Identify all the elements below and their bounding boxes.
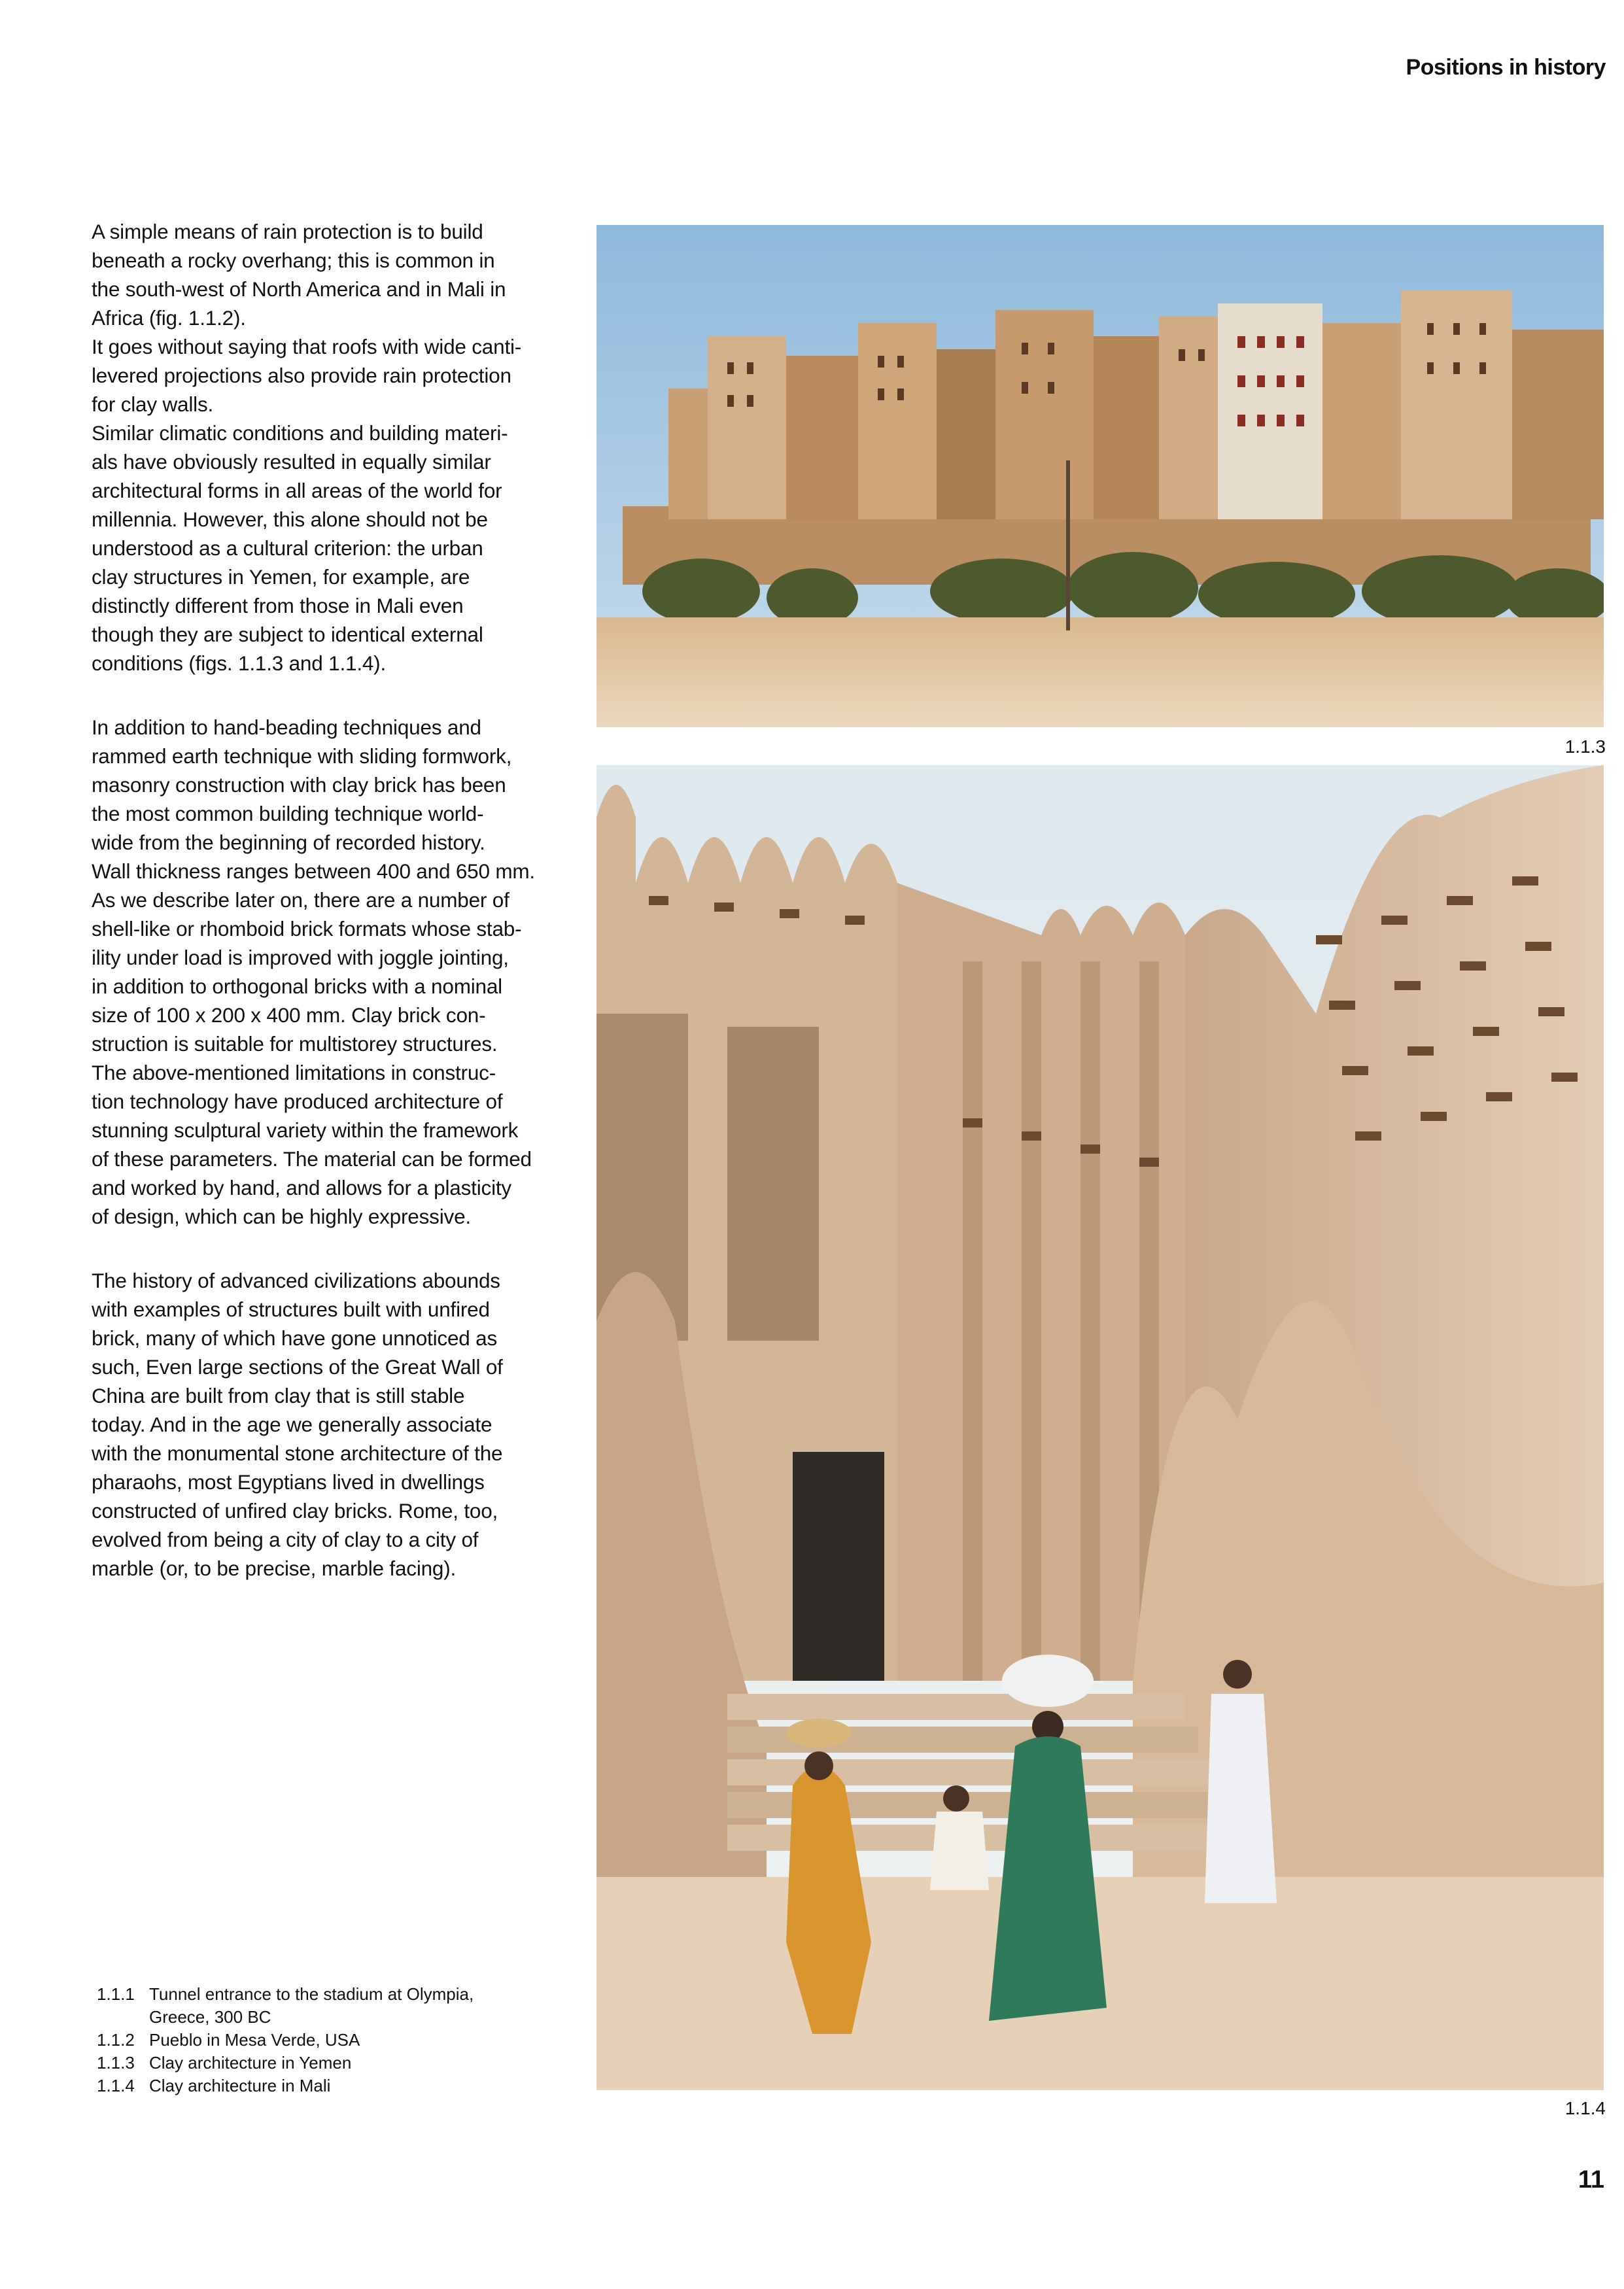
text-line: constructed of unfired clay bricks. Rome, too, — [92, 1499, 498, 1523]
text-line: in addition to orthogonal bricks with a nominal — [92, 974, 502, 998]
text-line: masonry construction with clay brick has been — [92, 773, 506, 797]
caption-text — [149, 2074, 555, 2097]
figure-label-1-1-4: 1.1.4 — [1564, 2098, 1606, 2118]
text-line: tion technology have produced architecture of — [92, 1090, 503, 1113]
caption-1-1-2 — [97, 2029, 555, 2052]
figure-captions — [97, 1983, 555, 2097]
text-line: conditions (figs. 1.1.3 and 1.1.4). — [92, 651, 387, 675]
text-line: rammed earth technique with sliding formwork, — [92, 744, 512, 768]
yemen-photo-illustration — [596, 225, 1604, 727]
section-title: Positions in history — [1406, 55, 1606, 80]
text-line: with examples of structures built with unfired — [92, 1298, 490, 1321]
text-line: millennia. However, this alone should not be — [92, 508, 488, 531]
text-line: today. And in the age we generally associate — [92, 1413, 492, 1436]
utility-pole — [1066, 460, 1070, 630]
text-line: distinctly different from those in Mali even — [92, 594, 464, 617]
text-line: shell-like or rhomboid brick formats whose stab- — [92, 917, 522, 940]
text-line: wide from the beginning of recorded history. — [92, 831, 485, 854]
text-line: Africa (fig. 1.1.2). — [92, 306, 246, 330]
ground — [596, 617, 1604, 727]
text-line: for clay walls. — [92, 392, 214, 416]
text-line: struction is suitable for multistorey structures. — [92, 1032, 498, 1056]
text-line: marble (or, to be precise, marble facing). — [92, 1557, 457, 1580]
caption-line: Clay architecture in Mali — [149, 2076, 331, 2095]
text-line: the most common building technique world- — [92, 802, 484, 825]
caption-text — [149, 2052, 555, 2074]
text-line: The history of advanced civilizations abounds — [92, 1269, 500, 1292]
caption-1-1-1 — [97, 1983, 555, 2029]
text-line: the south-west of North America and in Mali in — [92, 277, 506, 301]
caption-line: Greece, 300 BC — [149, 2007, 271, 2027]
paragraph-3 — [92, 1266, 562, 1583]
page-number: 11 — [1578, 2166, 1604, 2194]
text-line: In addition to hand-beading techniques and — [92, 715, 481, 739]
text-line: evolved from being a city of clay to a city of — [92, 1528, 479, 1551]
text-line: such, Even large sections of the Great Wall of — [92, 1355, 503, 1379]
body-text — [92, 217, 562, 1618]
caption-number: 1.1.3 — [97, 2053, 135, 2073]
caption-text — [149, 1983, 555, 2029]
paragraph-2 — [92, 713, 562, 1231]
text-line: though they are subject to identical external — [92, 623, 483, 646]
text-line: The above-mentioned limitations in construc- — [92, 1061, 496, 1084]
caption-line: Pueblo in Mesa Verde, USA — [149, 2030, 360, 2050]
mosque-doorway — [793, 1452, 884, 1681]
caption-1-1-4 — [97, 2074, 555, 2097]
text-line: As we describe later on, there are a number of — [92, 888, 510, 912]
text-line: architectural forms in all areas of the world for — [92, 479, 502, 502]
text-line: ility under load is improved with joggle jointing, — [92, 946, 509, 969]
caption-number: 1.1.1 — [97, 1984, 135, 2004]
text-line: levered projections also provide rain protection — [92, 364, 511, 387]
text-line: and worked by hand, and allows for a plasticity — [92, 1176, 511, 1199]
text-line: Similar climatic conditions and building materi- — [92, 421, 508, 445]
text-line: with the monumental stone architecture of the — [92, 1441, 503, 1465]
caption-1-1-3 — [97, 2052, 555, 2074]
caption-number: 1.1.4 — [97, 2076, 135, 2095]
figure-label-1-1-3: 1.1.3 — [1564, 736, 1606, 757]
text-line: understood as a cultural criterion: the urban — [92, 536, 483, 560]
text-line: size of 100 x 200 x 400 mm. Clay brick con- — [92, 1003, 486, 1027]
caption-line: Clay architecture in Yemen — [149, 2053, 352, 2073]
text-line: A simple means of rain protection is to build — [92, 220, 483, 243]
photo-mali-clay-architecture — [596, 765, 1604, 2090]
caption-line: Tunnel entrance to the stadium at Olympia, — [149, 1984, 474, 2004]
text-line: of these parameters. The material can be formed — [92, 1147, 532, 1171]
text-line: Wall thickness ranges between 400 and 650 mm. — [92, 859, 535, 883]
photo-yemen-clay-architecture — [596, 225, 1604, 727]
mali-photo-illustration — [596, 765, 1604, 2090]
text-line: clay structures in Yemen, for example, are — [92, 565, 470, 589]
text-line: of design, which can be highly expressive. — [92, 1205, 471, 1228]
text-line: pharaohs, most Egyptians lived in dwellings — [92, 1470, 485, 1494]
text-line: beneath a rocky overhang; this is common in — [92, 249, 495, 272]
caption-text — [149, 2029, 555, 2052]
text-line: brick, many of which have gone unnoticed as — [92, 1326, 498, 1350]
text-line: als have obviously resulted in equally similar — [92, 450, 491, 473]
caption-number: 1.1.2 — [97, 2030, 135, 2050]
paragraph-1 — [92, 217, 562, 678]
text-line: It goes without saying that roofs with wide canti- — [92, 335, 522, 358]
text-line: stunning sculptural variety within the framework — [92, 1118, 519, 1142]
text-line: China are built from clay that is still stable — [92, 1384, 465, 1407]
